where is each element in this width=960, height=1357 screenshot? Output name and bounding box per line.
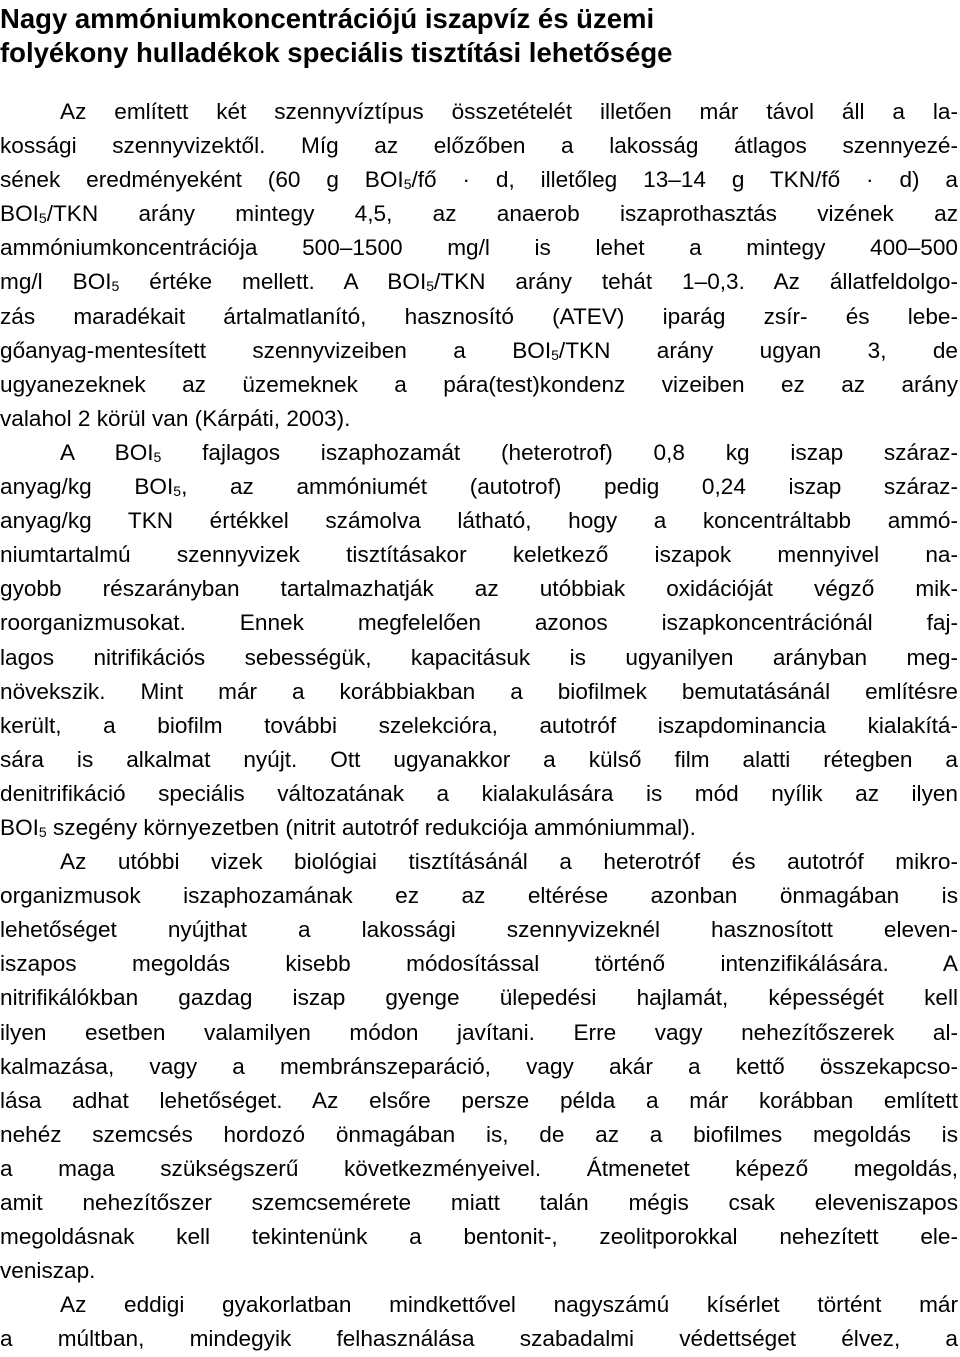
text-line: növekszik. Mint már a korábbiakban a biofilmek bemutatásánál említésre [0, 678, 958, 704]
text-line: ilyen esetben valamilyen módon javítani. Erre vagy nehezítőszerek al- [0, 1019, 958, 1045]
text-line: kossági szennyvizektől. Míg az előzőben a lakosság átlagos szennyezé- [0, 133, 958, 159]
text-line: $BOI_5$ szegény környezetben (nitrit autotróf redukciója ammóniummal). [0, 814, 696, 840]
text-line: sének eredményeként (60 g $BOI_5/fő \cdot d$, illetőleg 13–14 g TKN/fő · d) a [0, 167, 958, 193]
document-title [0, 2, 960, 70]
text-line: amit nehezítőszer szemcsemérete miatt talán mégis csak eleveniszapos [0, 1190, 958, 1215]
text-line: zás maradékait ártalmatlanító, hasznosító (ATEV) iparág zsír- és lebe- [0, 303, 958, 329]
text-line: organizmusok iszaphozamának ez az eltérése azonban önmagában is [0, 883, 958, 909]
text-line: gyobb részarányban tartalmazhatják az utóbbiak oxidációját végző mik- [0, 576, 958, 602]
text-line: került, a biofilm további szelekcióra, autotróf iszapdominancia kialakítá- [0, 712, 958, 738]
text-line: sára is alkalmat nyújt. Ott ugyanakkor a külső film alatti rétegben a [0, 746, 958, 772]
title-line-2: folyékony hulladékok speciális tisztítási lehetősége [0, 37, 673, 68]
text-line: anyag/kg $BOI_5$, az ammóniumét (autotrof) pedig 0,24 iszap száraz- [0, 474, 958, 500]
text-line: Az említett két szennyvíztípus összetételét illetően már távol áll a la- [60, 99, 958, 124]
text-line: nitrifikálókban gazdag iszap gyenge ülepedési hajlamát, képességét kell [0, 985, 958, 1011]
text-line: nehéz szemcsés hordozó önmagában is, de az a biofilmes megoldás is [0, 1121, 958, 1147]
text-line: A $BOI_5$ fajlagos iszaphozamát (heterotrof) 0,8 kg iszap száraz- [60, 439, 958, 465]
text-line: a maga szükségszerű következményeivel. Átmenetet képező megoldás, [0, 1155, 958, 1181]
text-line: mg/l $BOI_5$ értéke mellett. A $BOI_5$/TKN arány tehát 1–0,3. Az állatfeldolgo- [0, 269, 958, 295]
text-line: lása adhat lehetőséget. Az elsőre persze példa a már korábban említett [0, 1087, 958, 1113]
text-line: ammóniumkoncentrációja 500–1500 mg/l is lehet a mintegy 400–500 [0, 235, 958, 261]
text-line: veniszap. [0, 1258, 96, 1284]
body-text [0, 95, 958, 1356]
text-line: anyag/kg TKN értékkel számolva látható, hogy a koncentráltabb ammó- [0, 508, 958, 534]
text-line: lehetőséget nyújthat a lakossági szennyvizeknél hasznosított eleven- [0, 917, 958, 943]
text-line: megoldásnak kell tekintenünk a bentonit-, zeolitporokkal nehezített ele- [0, 1224, 958, 1250]
text-line: niumtartalmú szennyvizek tisztításakor keletkező iszapok mennyivel na- [0, 542, 958, 568]
title-line-1: Nagy ammóniumkoncentrációjú iszapvíz és üzemi [0, 3, 655, 34]
text-line: Az utóbbi vizek biológiai tisztításánál a heterotróf és autotróf mikro- [60, 849, 958, 875]
text-line: a múltban, mindegyik felhasználása szabadalmi védettséget élvez, a [0, 1326, 958, 1352]
text-line: roorganizmusokat. Ennek megfelelően azonos iszapkoncentrációnál faj- [0, 610, 958, 636]
text-line: valahol 2 körül van (Kárpáti, 2003). [0, 405, 351, 431]
text-line: $BOI_5$/TKN arány mintegy 4,5, az anaerob iszaprothasztás vizének az [0, 201, 958, 227]
text-line: iszapos megoldás kisebb módosítással történő intenzifikálására. A [0, 951, 958, 977]
text-line: Az eddigi gyakorlatban mindkettővel nagyszámú kísérlet történt már [60, 1292, 958, 1318]
text-line: denitrifikáció speciális változatának a kialakulására is mód nyílik az ilyen [0, 780, 958, 806]
text-line: kalmazása, vagy a membránszeparáció, vagy akár a kettő összekapcso- [0, 1053, 958, 1079]
text-line: gőanyag-mentesített szennyvizeiben a $BOI_5$/TKN arány ugyan 3, de [0, 337, 958, 363]
text-line: ugyanezeknek az üzemeknek a pára(test)kondenz vizeiben ez az arány [0, 371, 958, 397]
text-line: lagos nitrifikációs sebességük, kapacitásuk is ugyanilyen arányban meg- [0, 644, 958, 670]
